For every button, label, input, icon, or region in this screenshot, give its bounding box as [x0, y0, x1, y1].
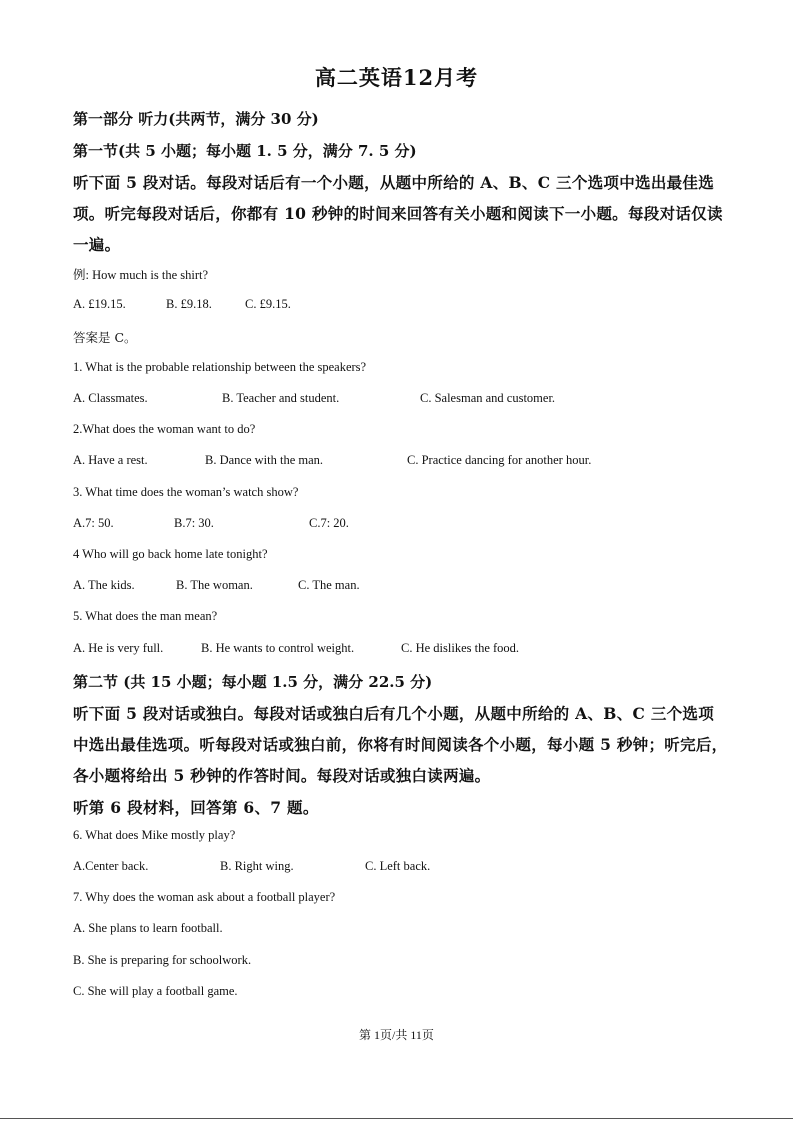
example-option-a: A. £19.15. — [73, 297, 126, 311]
q2-option-a: A. Have a rest. — [73, 453, 148, 467]
q1-option-c: C. Salesman and customer. — [420, 391, 556, 405]
section1-instruction-line-1: 听下面 5 段对话。每段对话后有一个小题，从题中所给的 A、B、C 三个选项中选出最佳选 — [73, 173, 715, 192]
q6-option-c: C. Left back. — [365, 859, 431, 873]
section2-instruction-line-3: 各小题将给出 5 秒钟的作答时间。每段对话或独白读两遍。 — [73, 766, 491, 785]
page-footer: 第 1页/共 11页 — [359, 1028, 434, 1042]
page-title: 高二英语12月考 — [314, 65, 479, 90]
section2-instruction-line-2: 中选出最佳选项。听每段对话或独白前，你将有时间阅读各个小题，每小题 5 秒钟；听完后， — [73, 735, 728, 754]
section1-instruction-line-3: 一遍。 — [73, 235, 121, 254]
q1-option-a: A. Classmates. — [73, 391, 148, 405]
q4-option-b: B. The woman. — [176, 578, 253, 592]
question-5: 5. What does the man mean? — [73, 609, 218, 623]
q3-option-b: B.7: 30. — [174, 516, 214, 530]
q7-option-a: A. She plans to learn football. — [73, 921, 223, 935]
q5-option-a: A. He is very full. — [73, 641, 164, 655]
question-4: 4 Who will go back home late tonight? — [73, 547, 268, 561]
q6-option-b: B. Right wing. — [220, 859, 294, 873]
q7-option-b: B. She is preparing for schoolwork. — [73, 953, 252, 967]
q1-option-b: B. Teacher and student. — [222, 391, 340, 405]
material-6-heading: 听第 6 段材料，回答第 6、7 题。 — [73, 798, 319, 817]
bottom-divider — [0, 1118, 793, 1119]
question-6: 6. What does Mike mostly play? — [73, 828, 236, 842]
question-1: 1. What is the probable relationship between the speakers? — [73, 360, 367, 374]
question-2: 2.What does the woman want to do? — [73, 422, 256, 436]
section1-heading: 第一节(共 5 小题；每小题 1. 5 分，满分 7. 5 分) — [73, 142, 417, 160]
q3-option-a: A.7: 50. — [73, 516, 114, 530]
q5-option-c: C. He dislikes the food. — [401, 641, 520, 655]
question-7: 7. Why does the woman ask about a football player? — [73, 890, 336, 904]
q7-option-c: C. She will play a football game. — [73, 984, 238, 998]
example-answer: 答案是 C。 — [73, 330, 137, 345]
q3-option-c: C.7: 20. — [309, 516, 349, 530]
q4-option-c: C. The man. — [298, 578, 360, 592]
question-3: 3. What time does the woman’s watch show? — [73, 485, 299, 499]
part1-heading: 第一部分 听力(共两节，满分 30 分) — [73, 110, 319, 128]
example-option-c: C. £9.15. — [245, 297, 291, 311]
q2-option-b: B. Dance with the man. — [205, 453, 324, 467]
section2-instruction-line-1: 听下面 5 段对话或独白。每段对话或独白后有几个小题，从题中所给的 A、B、C 三个选项 — [73, 704, 715, 723]
example-option-b: B. £9.18. — [166, 297, 212, 311]
section1-instruction-line-2: 项。听完每段对话后，你都有 10 秒钟的时间来回答有关小题和阅读下一小题。每段对话仅读 — [73, 204, 723, 223]
q6-option-a: A.Center back. — [73, 859, 149, 873]
section2-heading: 第二节 (共 15 小题；每小题 1.5 分，满分 22.5 分) — [73, 673, 433, 691]
q5-option-b: B. He wants to control weight. — [201, 641, 355, 655]
q2-option-c: C. Practice dancing for another hour. — [407, 453, 592, 467]
q4-option-a: A. The kids. — [73, 578, 135, 592]
example-question: 例: How much is the shirt? — [73, 268, 209, 282]
